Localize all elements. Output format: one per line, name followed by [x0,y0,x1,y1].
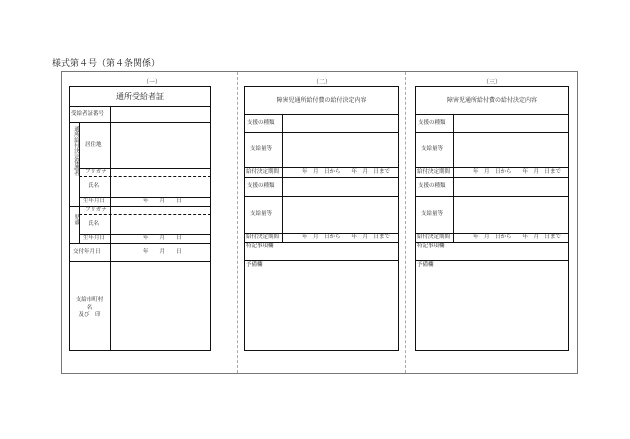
section-label: （二） [312,79,332,86]
row-line [69,106,211,107]
period-template: 年 月 日から 年 月 日まで [302,169,391,175]
birth-label: 生年月日 [83,198,106,204]
municipality-line: 支給市町村 [75,297,104,303]
row-line [244,177,399,178]
amount-label: 支給量等 [421,211,444,217]
row-line [415,132,569,133]
amount-label: 支給量等 [250,146,273,152]
row-line [244,167,399,168]
notes-label: 特記事項欄 [417,243,445,249]
notes-label: 特記事項欄 [246,243,274,249]
municipality-label [69,297,110,320]
period-template: 年 月 日から 年 月 日まで [473,169,562,175]
municipality-line: 名 [86,304,93,311]
reserve-label: 予備欄 [246,262,263,268]
col-line [79,122,80,243]
row-line [244,260,399,261]
address-label: 居住地 [85,142,102,148]
fold-line [405,72,406,373]
section-label: （一） [142,79,162,86]
row-line [69,243,211,244]
birth-date-template: 年 月 日 [143,198,182,204]
period-label: 給付決定期間 [246,234,280,240]
furigana-label: フリガナ [85,169,107,175]
child-birth-label: 生年月日 [83,235,106,241]
row-line [244,196,399,197]
section-label: （三） [482,79,502,86]
benefit-decision-panel-2 [244,86,399,351]
amount-label: 支給量等 [250,211,273,217]
recipient-no-label: 受給者証番号 [71,111,105,117]
row-line [244,132,399,133]
row-line [79,214,211,215]
name-label: 氏名 [88,183,100,189]
row-line [415,114,569,115]
child-name-label: 氏名 [88,221,100,227]
row-line [244,114,399,115]
period-template: 年 月 日から 年 月 日まで [302,234,391,240]
period-label: 給付決定期間 [246,169,280,175]
issue-date-template: 年 月 日 [143,249,182,255]
col-line [110,106,111,351]
guardian-group-label: 通所給付決定保護者 [73,126,79,176]
child-furigana-label: フリガナ [85,207,107,213]
support-type-label: 支援の種類 [418,183,446,189]
row-line [415,177,569,178]
row-line [415,260,569,261]
benefit-decision-panel-3 [415,86,569,351]
fold-line [237,72,238,373]
col-line [453,114,454,242]
support-type-label: 支援の種類 [247,183,275,189]
period-label: 給付決定期間 [417,234,451,240]
col-line [282,114,283,242]
period-template: 年 月 日から 年 月 日まで [473,234,562,240]
panel-header: 障害児通所給付費の給付決定内容 [276,97,367,104]
child-label: 児童 [73,214,79,225]
municipality-line: 及び 印 [78,312,101,319]
issue-date-label: 交付年月日 [73,249,101,255]
form-title: 様式第４号（第４条関係） [52,59,161,69]
panel-header: 通所受給者証 [116,92,164,101]
child-birth-date-template: 年 月 日 [143,235,182,241]
recipient-certificate-panel [69,86,211,351]
row-line [415,196,569,197]
row-line [415,167,569,168]
reserve-label: 予備欄 [417,262,434,268]
row-line [69,261,211,262]
support-type-label: 支援の種類 [247,120,275,126]
row-line [69,122,211,123]
amount-label: 支給量等 [421,146,444,152]
support-type-label: 支援の種類 [418,120,446,126]
row-line [79,176,211,177]
period-label: 給付決定期間 [417,169,451,175]
panel-header: 障害児通所給付費の給付決定内容 [446,97,537,104]
